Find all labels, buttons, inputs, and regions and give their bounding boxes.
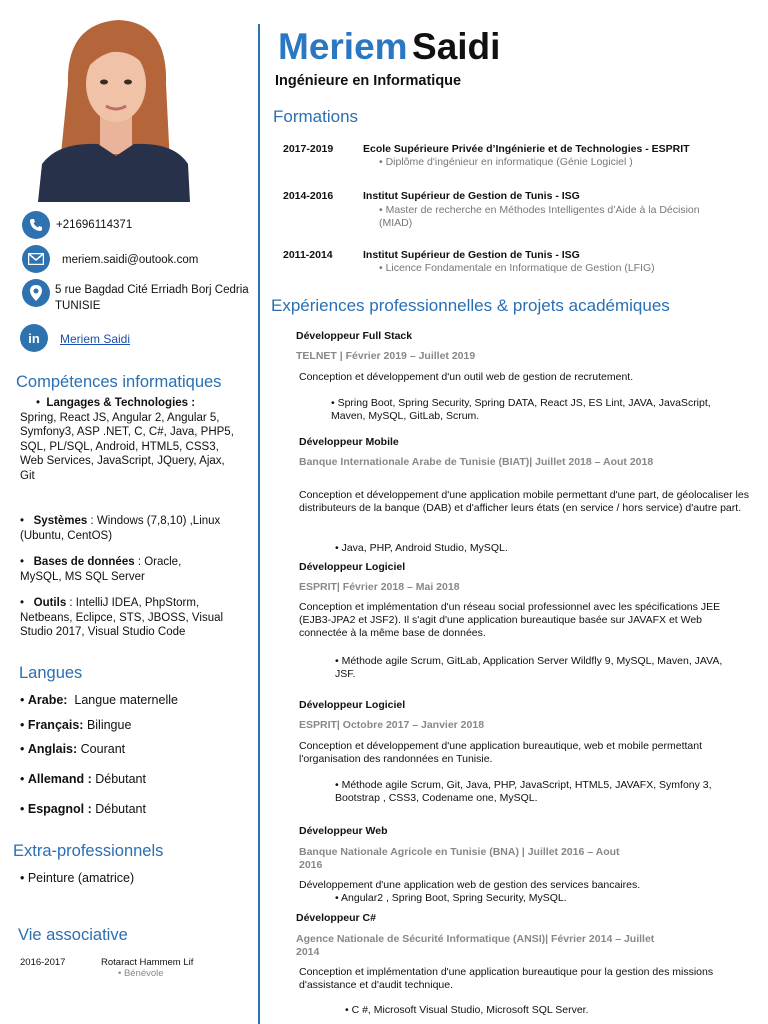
experience-tech: • Java, PHP, Android Studio, MySQL. (335, 542, 508, 554)
formation-school: Ecole Supérieure Privée d’Ingénierie et de Technologies - ESPRIT (363, 143, 690, 155)
extra-item: • Peinture (amatrice) (20, 871, 135, 885)
linkedin-icon[interactable]: in (20, 324, 48, 352)
location-icon (22, 279, 50, 307)
name-first: Meriem (278, 26, 408, 67)
experience-title: Développeur Logiciel (299, 699, 406, 711)
skill-languages: • Langages & Technologies : Spring, React JS, Angular 2, Angular 5, Symfony3, ASP .NET, C, C#, Java, PHP5, SQL, PL/SQL, Android, HTML5, CSS3, Web Services, JavaScript, JQuery, Ajax, Git (20, 397, 234, 482)
experience-title: Développeur Logiciel (299, 561, 406, 573)
experience-description: Conception et implémentation d'une application bureautique pour la gestion des missions d'assistance et d'audit technique. (299, 966, 714, 991)
vie-org: Rotaract Hammem Lif (101, 957, 194, 968)
column-divider (258, 24, 260, 1024)
experience-title: Développeur Mobile (299, 436, 399, 448)
experience-description: Conception et implémentation d'un réseau social professionnel avec les spécifications JEE (EJB3-JPA2 et JSF2). Il s'agit d'une application bureautique basée sur JAVAFX et Web connectée à la même base de données. (299, 601, 721, 639)
phone-number[interactable]: +21696114371 (56, 219, 133, 231)
email-icon (22, 245, 50, 273)
experience-description: Conception et développement d'un outil web de gestion de recrutement. (299, 371, 634, 383)
language-arabe-name: Arabe: (27, 693, 68, 707)
language-allemand: • Allemand : Débutant (20, 772, 146, 786)
skill-tools-text: : IntelliJ IDEA, PhpStorm, Netbeans, Eclipce, STS, JBOSS, Visual Studio 2017, Visual Studio Code (20, 597, 224, 638)
language-allemand-name: Allemand : (27, 772, 92, 786)
language-francais: • Français: Bilingue (20, 718, 132, 732)
formation-years: 2017-2019 (283, 143, 334, 155)
phone-icon (22, 211, 50, 239)
language-espagnol-name: Espagnol : (27, 802, 92, 816)
experience-title: Développeur C# (296, 912, 376, 924)
address-line-1: 5 rue Bagdad Cité Erriadh Borj Cedria (55, 284, 249, 296)
candidate-name (278, 26, 500, 68)
experience-description: Conception et développement d'une application bureautique, web et mobile permettant l'organisation des randonnées en Tunisie. (299, 740, 703, 765)
vie-role: • Bénévole (118, 968, 164, 979)
skill-tools-label: Outils (33, 597, 67, 609)
language-anglais-name: Anglais: (27, 742, 78, 756)
formation-school: Institut Supérieur de Gestion de Tunis - ISG (363, 190, 580, 202)
formations-heading: Formations (273, 107, 359, 126)
experience-tech: • Méthode agile Scrum, GitLab, Application Server Wildfly 9, MySQL, Maven, JAVA, JSF. (335, 655, 723, 680)
experience-description: Développement d'une application web de gestion des services bancaires. (299, 879, 641, 891)
formation-school: Institut Supérieur de Gestion de Tunis - ISG (363, 249, 580, 261)
langues-heading: Langues (19, 664, 83, 682)
email-address[interactable]: meriem.saidi@outook.com (62, 254, 199, 266)
language-arabe: • Arabe: Langue maternelle (20, 693, 178, 707)
language-espagnol: • Espagnol : Débutant (20, 802, 146, 816)
experience-tech: • Angular2 , Spring Boot, Spring Security, MySQL. (335, 892, 567, 904)
job-title: Ingénieure en Informatique (275, 73, 462, 89)
experience-company: ESPRIT| Février 2018 – Mai 2018 (299, 581, 460, 593)
language-arabe-level: Langue maternelle (74, 693, 178, 707)
linkedin-link[interactable]: Meriem Saidi (60, 332, 131, 346)
experience-tech: • Méthode agile Scrum, Git, Java, PHP, JavaScript, HTML5, JAVAFX, Symfony 3, Bootstrap , CSS3, Codename one, MySQL. (335, 779, 712, 804)
vie-heading: Vie associative (18, 926, 128, 944)
language-espagnol-level: Débutant (95, 802, 146, 816)
address-line-2: TUNISIE (55, 300, 101, 312)
experience-company: TELNET | Février 2019 – Juillet 2019 (296, 350, 476, 362)
formation-years: 2011-2014 (283, 249, 333, 261)
experience-title: Développeur Web (299, 825, 388, 837)
experience-tech: • C #, Microsoft Visual Studio, Microsoft SQL Server. (345, 1004, 589, 1016)
language-francais-level: Bilingue (86, 718, 132, 732)
formation-years: 2014-2016 (283, 190, 334, 202)
language-allemand-level: Débutant (95, 772, 146, 786)
language-anglais: • Anglais: Courant (20, 742, 126, 756)
skill-databases-label: Bases de données (33, 556, 135, 568)
experience-company: Banque Internationale Arabe de Tunisie (BIAT)| Juillet 2018 – Aout 2018 (299, 456, 654, 468)
vie-years: 2016-2017 (20, 957, 66, 968)
language-anglais-level: Courant (80, 742, 126, 756)
experience-company: Banque Nationale Agricole en Tunisie (BNA) | Juillet 2016 – Aout 2016 (299, 846, 620, 871)
experience-title: Développeur Full Stack (296, 330, 413, 342)
extra-heading: Extra-professionnels (13, 842, 164, 860)
experience-tech: • Spring Boot, Spring Security, Spring DATA, React JS, ES Lint, JAVA, JavaScript, Maven, MySQL, GitLab, Scrum. (331, 397, 711, 422)
formation-degree: • Master de recherche en Méthodes Intelligentes d’Aide à la Décision (MIAD) (379, 204, 700, 229)
skill-systems: • Systèmes : Windows (7,8,10) ,Linux (Ubuntu, CentOS) (20, 515, 221, 542)
experiences-heading: Expériences professionnelles & projets académiques (271, 296, 670, 315)
skill-languages-label: Langages & Technologies : (46, 397, 196, 409)
skill-systems-label: Systèmes (33, 515, 88, 527)
skill-databases: • Bases de données : Oracle, MySQL, MS SQL Server (20, 556, 182, 583)
skill-languages-text: Spring, React JS, Angular 2, Angular 5, Symfony3, ASP .NET, C, C#, Java, PHP5, SQL, PL/SQL, Android, HTML5, CSS3, Web Services, JavaScript, JQuery, Ajax, Git (20, 411, 234, 482)
skill-databases-text: : Oracle, MySQL, MS SQL Server (20, 556, 182, 583)
name-last: Saidi (412, 26, 501, 67)
language-francais-name: Français: (27, 718, 84, 732)
formation-degree: • Licence Fondamentale en Informatique de Gestion (LFIG) (379, 262, 655, 274)
profile-photo (38, 14, 190, 202)
competences-heading: Compétences informatiques (16, 373, 222, 391)
formation-degree: • Diplôme d'ingénieur en informatique (Génie Logiciel ) (379, 156, 633, 168)
skill-tools: • Outils : IntelliJ IDEA, PhpStorm, Netbeans, Eclipce, STS, JBOSS, Visual Studio 2017, Visual Studio Code (20, 597, 224, 638)
experience-description: Conception et développement d'une application mobile permettant d'une part, de géolocaliser les distributeurs de la banque (DAB) et d'afficher leurs états (en service / hors service) d'autre part. (299, 489, 749, 514)
experience-company: Agence Nationale de Sécurité Informatique (ANSI)| Février 2014 – Juillet 2014 (296, 933, 655, 958)
experience-company: ESPRIT| Octobre 2017 – Janvier 2018 (299, 719, 485, 731)
skill-systems-text: : Windows (7,8,10) ,Linux (Ubuntu, CentOS) (20, 515, 221, 542)
